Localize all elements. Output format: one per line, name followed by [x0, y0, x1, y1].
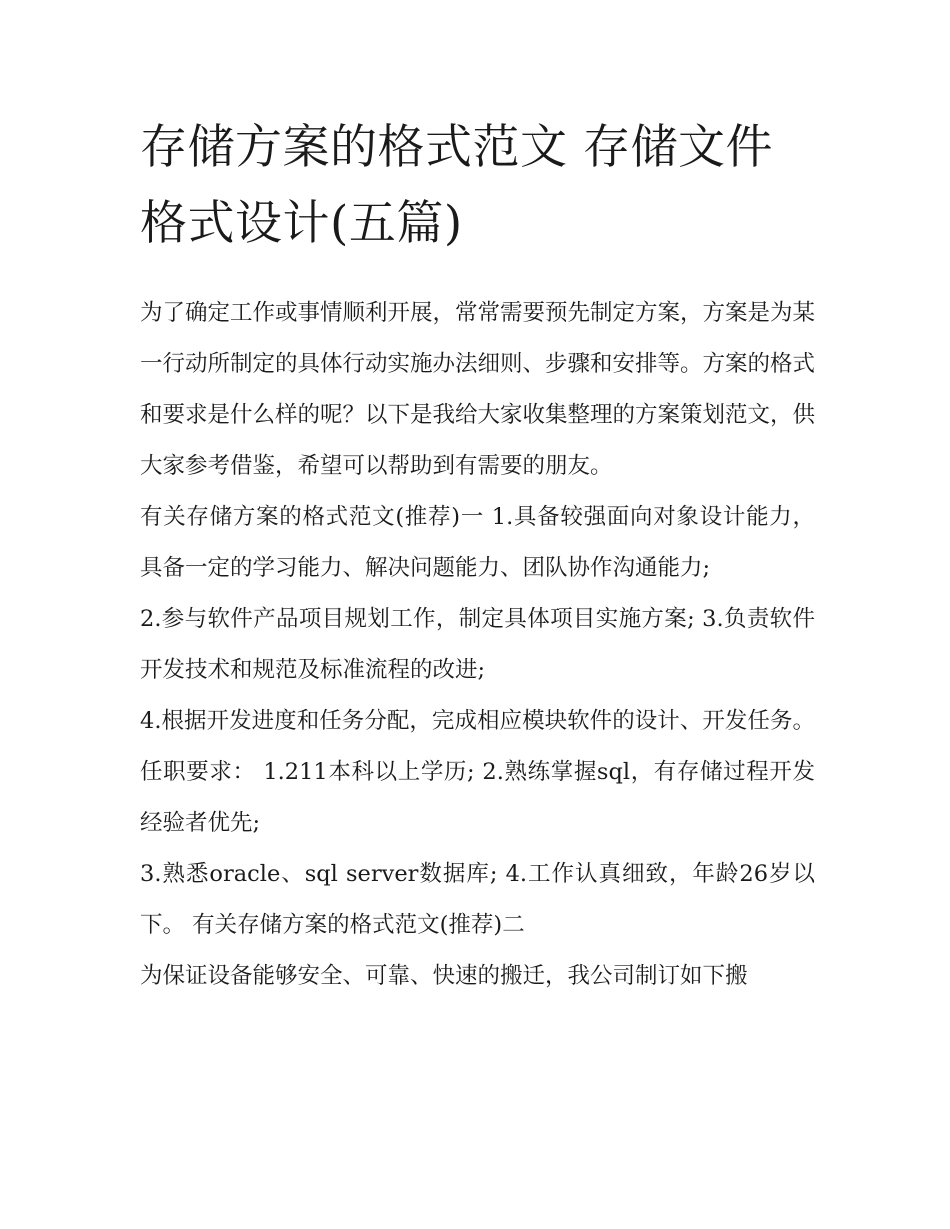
paragraph-duty-two: 2.参与软件产品项目规划工作，制定具体项目实施方案; 3.负责软件开发技术和规范及标准流程的改进;	[140, 606, 815, 683]
document-page	[140, 110, 815, 1002]
paragraph-sample-two-start: 为保证设备能够安全、可靠、快速的搬迁，我公司制订如下搬	[140, 963, 748, 989]
document-title: 存储方案的格式范文 存储文件格式设计(五篇)	[140, 120, 773, 251]
paragraph-requirement-three: 3.熟悉oracle、sql server数据库; 4.工作认真细致，年龄26岁以下。 有关存储方案的格式范文(推荐)二	[140, 861, 815, 938]
paragraph-intro: 为了确定工作或事情顺利开展，常常需要预先制定方案，方案是为某一行动所制定的具体行动实施办法细则、步骤和安排等。方案的格式和要求是什么样的呢？以下是我给大家收集整理的方案策划范文，供大家参考借鉴，希望可以帮助到有需要的朋友。	[140, 300, 816, 479]
paragraph-duty-four: 4.根据开发进度和任务分配，完成相应模块软件的设计、开发任务。 任职要求： 1.211本科以上学历; 2.熟练掌握sql，有存储过程开发经验者优先;	[140, 708, 815, 836]
paragraph-sample-one: 有关存储方案的格式范文(推荐)一 1.具备较强面向对象设计能力，具备一定的学习能力、解决问题能力、团队协作沟通能力;	[140, 504, 815, 581]
document-body	[140, 288, 815, 1002]
